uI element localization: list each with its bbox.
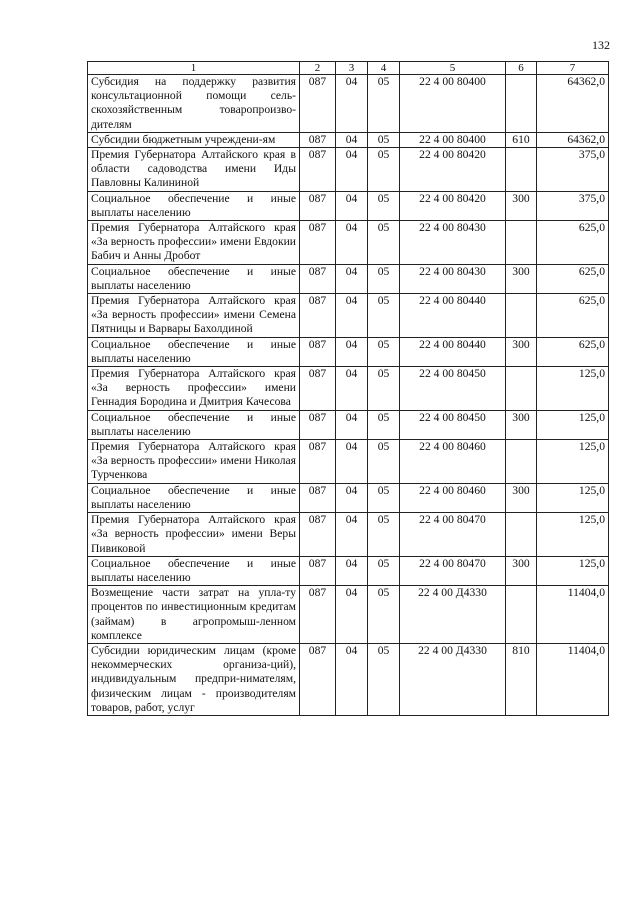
row-name: Социальное обеспечение и иные выплаты населению bbox=[88, 264, 300, 293]
expense-type-code bbox=[506, 513, 537, 557]
row-name: Социальное обеспечение и иные выплаты населению bbox=[88, 191, 300, 220]
table-row bbox=[88, 643, 609, 715]
target-item-code: 22 4 00 80430 bbox=[400, 264, 506, 293]
table-row bbox=[88, 440, 609, 484]
target-item-code: 22 4 00 80430 bbox=[400, 221, 506, 265]
table-row bbox=[88, 132, 609, 147]
section-code: 04 bbox=[336, 440, 368, 484]
section-code: 04 bbox=[336, 337, 368, 366]
row-name: Премия Губернатора Алтайского края в области садоводства имени Иды Павловны Калининой bbox=[88, 148, 300, 192]
column-header: 4 bbox=[368, 62, 400, 75]
amount: 11404,0 bbox=[537, 643, 609, 715]
ministry-code: 087 bbox=[300, 132, 336, 147]
row-name: Премия Губернатора Алтайского края «За верность профессии» имени Семена Пятницы и Варвары Бахолдиной bbox=[88, 294, 300, 338]
section-code: 04 bbox=[336, 556, 368, 585]
row-name: Возмещение части затрат на упла-ту процентов по инвестиционным кредитам (займам) в агропромыш-ленном комплексе bbox=[88, 586, 300, 644]
row-name: Премия Губернатора Алтайского края «За верность профессии» имени Евдокии Бабич и Анны Дробот bbox=[88, 221, 300, 265]
target-item-code: 22 4 00 80470 bbox=[400, 556, 506, 585]
section-code: 04 bbox=[336, 132, 368, 147]
row-name: Субсидия на поддержку развития консультационной помощи сель-скохозяйственным товаропроизво-дителям bbox=[88, 75, 300, 133]
amount: 625,0 bbox=[537, 337, 609, 366]
subsection-code: 05 bbox=[368, 586, 400, 644]
target-item-code: 22 4 00 Д4330 bbox=[400, 643, 506, 715]
table-row bbox=[88, 337, 609, 366]
target-item-code: 22 4 00 80400 bbox=[400, 75, 506, 133]
subsection-code: 05 bbox=[368, 148, 400, 192]
table-row bbox=[88, 191, 609, 220]
expense-type-code: 810 bbox=[506, 643, 537, 715]
amount: 125,0 bbox=[537, 367, 609, 411]
expense-type-code bbox=[506, 221, 537, 265]
row-name: Субсидии юридическим лицам (кроме некоммерческих организа-ций), индивидуальным предпри-нимателям, физическим лицам - производителям товаров, работ, услуг bbox=[88, 643, 300, 715]
column-header: 3 bbox=[336, 62, 368, 75]
row-name: Премия Губернатора Алтайского края «За верность профессии» имени Веры Пивиковой bbox=[88, 513, 300, 557]
subsection-code: 05 bbox=[368, 132, 400, 147]
target-item-code: 22 4 00 80440 bbox=[400, 294, 506, 338]
target-item-code: 22 4 00 80400 bbox=[400, 132, 506, 147]
target-item-code: 22 4 00 80420 bbox=[400, 191, 506, 220]
ministry-code: 087 bbox=[300, 483, 336, 512]
section-code: 04 bbox=[336, 586, 368, 644]
expense-type-code: 300 bbox=[506, 337, 537, 366]
ministry-code: 087 bbox=[300, 513, 336, 557]
row-name: Премия Губернатора Алтайского края «За верность профессии» имени Геннадия Бородина и Дмитрия Качесова bbox=[88, 367, 300, 411]
expense-type-code: 300 bbox=[506, 410, 537, 439]
budget-table bbox=[87, 61, 609, 716]
expense-type-code: 300 bbox=[506, 556, 537, 585]
section-code: 04 bbox=[336, 643, 368, 715]
section-code: 04 bbox=[336, 410, 368, 439]
expense-type-code bbox=[506, 586, 537, 644]
table-row bbox=[88, 586, 609, 644]
table-row bbox=[88, 75, 609, 133]
expense-type-code bbox=[506, 294, 537, 338]
column-header: 2 bbox=[300, 62, 336, 75]
ministry-code: 087 bbox=[300, 440, 336, 484]
expense-type-code: 300 bbox=[506, 191, 537, 220]
amount: 625,0 bbox=[537, 264, 609, 293]
ministry-code: 087 bbox=[300, 337, 336, 366]
expense-type-code: 300 bbox=[506, 483, 537, 512]
expense-type-code bbox=[506, 440, 537, 484]
expense-type-code: 300 bbox=[506, 264, 537, 293]
ministry-code: 087 bbox=[300, 191, 336, 220]
subsection-code: 05 bbox=[368, 337, 400, 366]
table-row bbox=[88, 148, 609, 192]
amount: 375,0 bbox=[537, 191, 609, 220]
ministry-code: 087 bbox=[300, 264, 336, 293]
amount: 125,0 bbox=[537, 513, 609, 557]
amount: 64362,0 bbox=[537, 132, 609, 147]
table-row bbox=[88, 513, 609, 557]
target-item-code: 22 4 00 80460 bbox=[400, 483, 506, 512]
row-name: Социальное обеспечение и иные выплаты населению bbox=[88, 483, 300, 512]
page-number: 132 bbox=[592, 38, 610, 52]
target-item-code: 22 4 00 80470 bbox=[400, 513, 506, 557]
section-code: 04 bbox=[336, 294, 368, 338]
amount: 11404,0 bbox=[537, 586, 609, 644]
target-item-code: 22 4 00 80450 bbox=[400, 410, 506, 439]
target-item-code: 22 4 00 Д4330 bbox=[400, 586, 506, 644]
amount: 375,0 bbox=[537, 148, 609, 192]
subsection-code: 05 bbox=[368, 75, 400, 133]
subsection-code: 05 bbox=[368, 556, 400, 585]
table-row bbox=[88, 410, 609, 439]
ministry-code: 087 bbox=[300, 221, 336, 265]
amount: 125,0 bbox=[537, 410, 609, 439]
subsection-code: 05 bbox=[368, 440, 400, 484]
subsection-code: 05 bbox=[368, 410, 400, 439]
section-code: 04 bbox=[336, 148, 368, 192]
row-name: Социальное обеспечение и иные выплаты населению bbox=[88, 337, 300, 366]
subsection-code: 05 bbox=[368, 643, 400, 715]
table-row bbox=[88, 294, 609, 338]
subsection-code: 05 bbox=[368, 264, 400, 293]
row-name: Премия Губернатора Алтайского края «За верность профессии» имени Николая Турченкова bbox=[88, 440, 300, 484]
section-code: 04 bbox=[336, 264, 368, 293]
expense-type-code bbox=[506, 75, 537, 133]
target-item-code: 22 4 00 80450 bbox=[400, 367, 506, 411]
section-code: 04 bbox=[336, 221, 368, 265]
section-code: 04 bbox=[336, 75, 368, 133]
section-code: 04 bbox=[336, 483, 368, 512]
column-header: 1 bbox=[88, 62, 300, 75]
subsection-code: 05 bbox=[368, 191, 400, 220]
table-row bbox=[88, 483, 609, 512]
expense-type-code bbox=[506, 367, 537, 411]
subsection-code: 05 bbox=[368, 483, 400, 512]
expense-type-code bbox=[506, 148, 537, 192]
column-header: 6 bbox=[506, 62, 537, 75]
ministry-code: 087 bbox=[300, 643, 336, 715]
amount: 125,0 bbox=[537, 440, 609, 484]
ministry-code: 087 bbox=[300, 75, 336, 133]
amount: 625,0 bbox=[537, 221, 609, 265]
table-row bbox=[88, 556, 609, 585]
amount: 625,0 bbox=[537, 294, 609, 338]
target-item-code: 22 4 00 80460 bbox=[400, 440, 506, 484]
subsection-code: 05 bbox=[368, 294, 400, 338]
ministry-code: 087 bbox=[300, 556, 336, 585]
ministry-code: 087 bbox=[300, 148, 336, 192]
amount: 64362,0 bbox=[537, 75, 609, 133]
ministry-code: 087 bbox=[300, 367, 336, 411]
row-name: Социальное обеспечение и иные выплаты населению bbox=[88, 556, 300, 585]
section-code: 04 bbox=[336, 367, 368, 411]
section-code: 04 bbox=[336, 513, 368, 557]
ministry-code: 087 bbox=[300, 410, 336, 439]
column-header: 5 bbox=[400, 62, 506, 75]
subsection-code: 05 bbox=[368, 221, 400, 265]
table-row bbox=[88, 221, 609, 265]
expense-type-code: 610 bbox=[506, 132, 537, 147]
table-row bbox=[88, 264, 609, 293]
subsection-code: 05 bbox=[368, 513, 400, 557]
column-header: 7 bbox=[537, 62, 609, 75]
header-row bbox=[88, 62, 609, 75]
row-name: Субсидии бюджетным учреждени-ям bbox=[88, 132, 300, 147]
subsection-code: 05 bbox=[368, 367, 400, 411]
target-item-code: 22 4 00 80420 bbox=[400, 148, 506, 192]
amount: 125,0 bbox=[537, 483, 609, 512]
ministry-code: 087 bbox=[300, 294, 336, 338]
row-name: Социальное обеспечение и иные выплаты населению bbox=[88, 410, 300, 439]
section-code: 04 bbox=[336, 191, 368, 220]
target-item-code: 22 4 00 80440 bbox=[400, 337, 506, 366]
ministry-code: 087 bbox=[300, 586, 336, 644]
amount: 125,0 bbox=[537, 556, 609, 585]
table-row bbox=[88, 367, 609, 411]
